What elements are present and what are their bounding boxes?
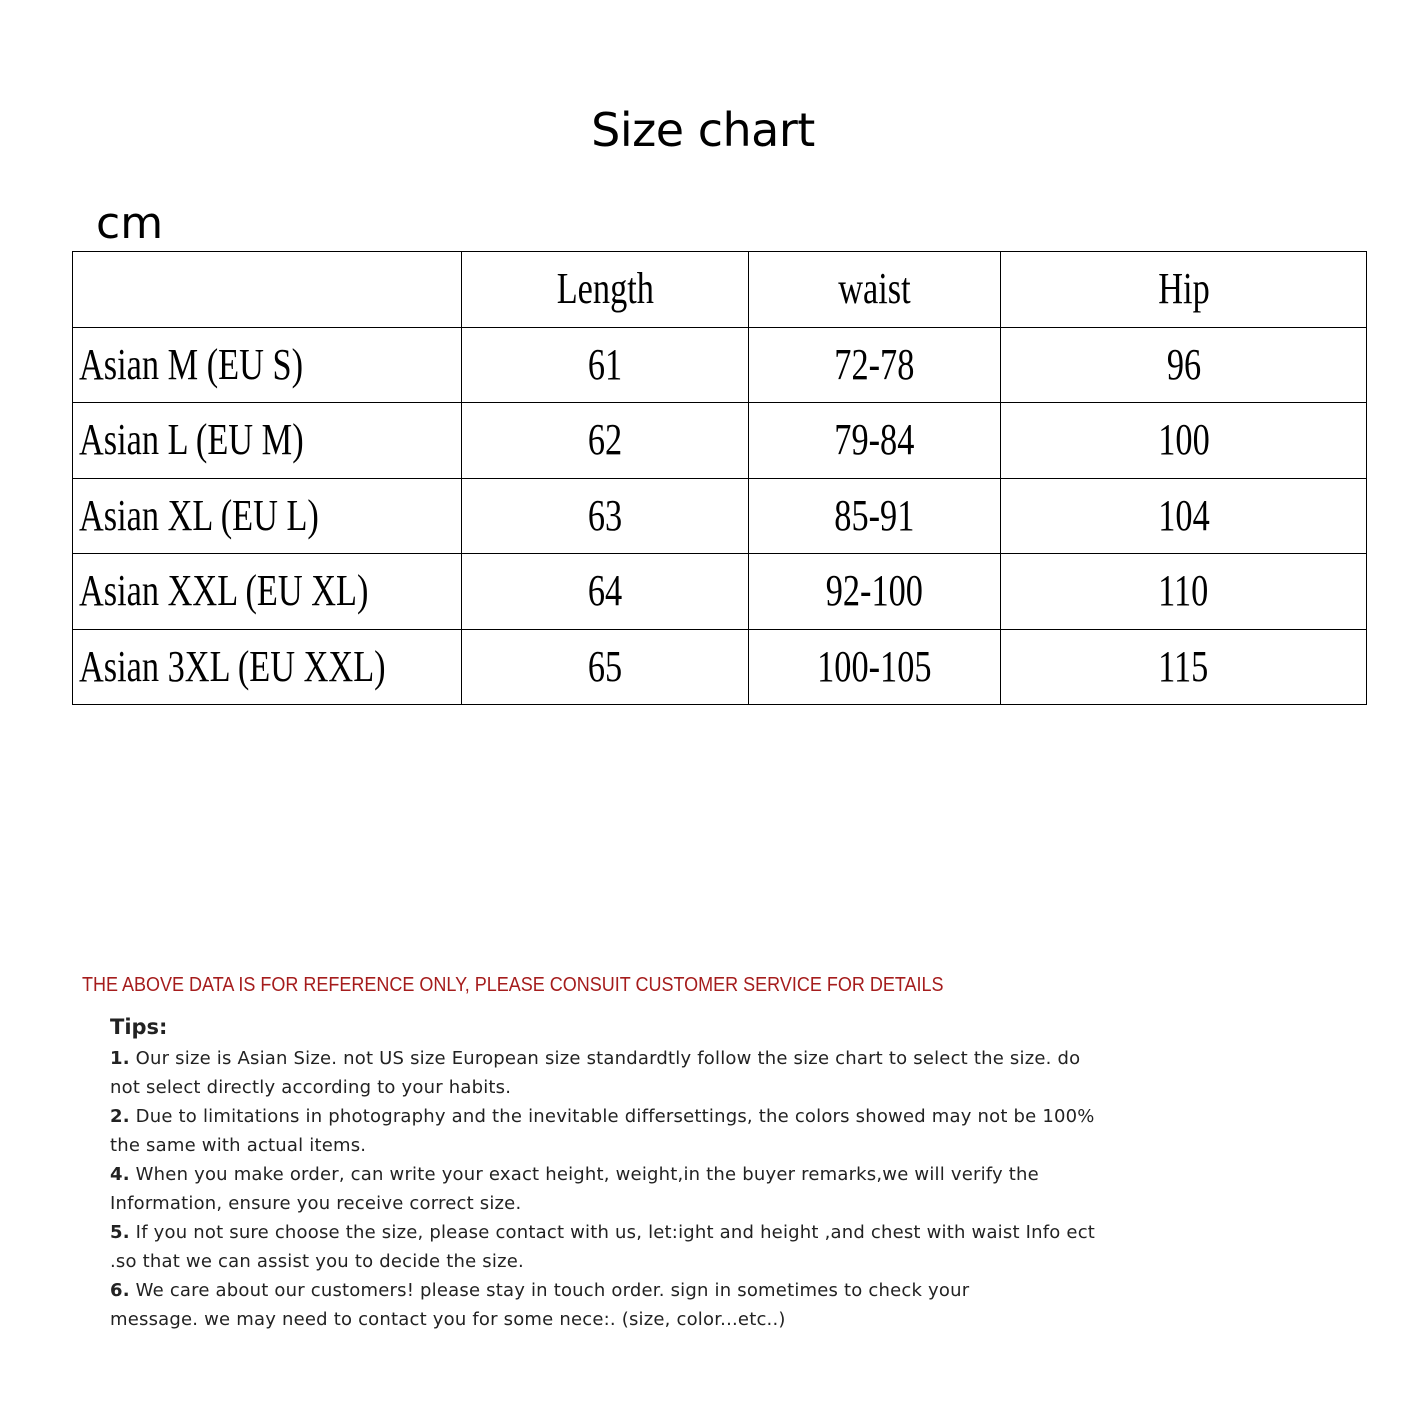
waist-cell: 72-78: [749, 327, 1001, 403]
page-title: Size chart: [591, 103, 815, 157]
waist-cell: 100-105: [749, 629, 1001, 705]
header-cell-hip: Hip: [1001, 252, 1367, 328]
tip-line: 1. Our size is Asian Size. not US size European size standardtly follow the size chart to select the size. do: [110, 1048, 1081, 1069]
hip-cell: 104: [1001, 478, 1367, 554]
length-cell: 62: [462, 403, 749, 479]
size-cell: Asian M (EU S): [73, 327, 462, 403]
size-cell: Asian XL (EU L): [73, 478, 462, 554]
hip-cell: 96: [1001, 327, 1367, 403]
size-cell: Asian L (EU M): [73, 403, 462, 479]
header-cell-length: Length: [462, 252, 749, 328]
length-cell: 61: [462, 327, 749, 403]
tips-title: Tips:: [110, 1015, 168, 1039]
reference-notice: THE ABOVE DATA IS FOR REFERENCE ONLY, PLEASE CONSUIT CUSTOMER SERVICE FOR DETAILS: [82, 974, 944, 996]
tip-line: the same with actual items.: [110, 1135, 367, 1156]
unit-label: cm: [96, 198, 164, 249]
size-cell: Asian XXL (EU XL): [73, 554, 462, 630]
table-row: [73, 403, 1367, 479]
tip-line: 2. Due to limitations in photography and the inevitable differsettings, the colors showed may not be 100%: [110, 1106, 1095, 1127]
tips-section: [110, 1012, 1310, 1334]
table-row: [73, 629, 1367, 705]
header-cell-waist: waist: [749, 252, 1001, 328]
size-table: [72, 251, 1367, 705]
hip-cell: 115: [1001, 629, 1367, 705]
table-row: [73, 327, 1367, 403]
waist-cell: 85-91: [749, 478, 1001, 554]
table-row: [73, 554, 1367, 630]
tip-line: 4. When you make order, can write your exact height, weight,in the buyer remarks,we will verify the: [110, 1164, 1039, 1185]
tip-line: not select directly according to your habits.: [110, 1077, 512, 1098]
length-cell: 63: [462, 478, 749, 554]
hip-cell: 100: [1001, 403, 1367, 479]
table-row: [73, 478, 1367, 554]
tip-line: message. we may need to contact you for some nece:. (size, color...etc..): [110, 1309, 786, 1330]
waist-cell: 92-100: [749, 554, 1001, 630]
tip-line: 6. We care about our customers! please stay in touch order. sign in sometimes to check your: [110, 1280, 970, 1301]
tip-line: Information, ensure you receive correct size.: [110, 1193, 522, 1214]
size-cell: Asian 3XL (EU XXL): [73, 629, 462, 705]
header-cell-size: [73, 252, 462, 328]
waist-cell: 79-84: [749, 403, 1001, 479]
length-cell: 65: [462, 629, 749, 705]
tip-line: .so that we can assist you to decide the size.: [110, 1251, 524, 1272]
table-header-row: [73, 252, 1367, 328]
tip-line: 5. If you not sure choose the size, please contact with us, let:ight and height ,and chest with waist Info ect: [110, 1222, 1096, 1243]
length-cell: 64: [462, 554, 749, 630]
hip-cell: 110: [1001, 554, 1367, 630]
